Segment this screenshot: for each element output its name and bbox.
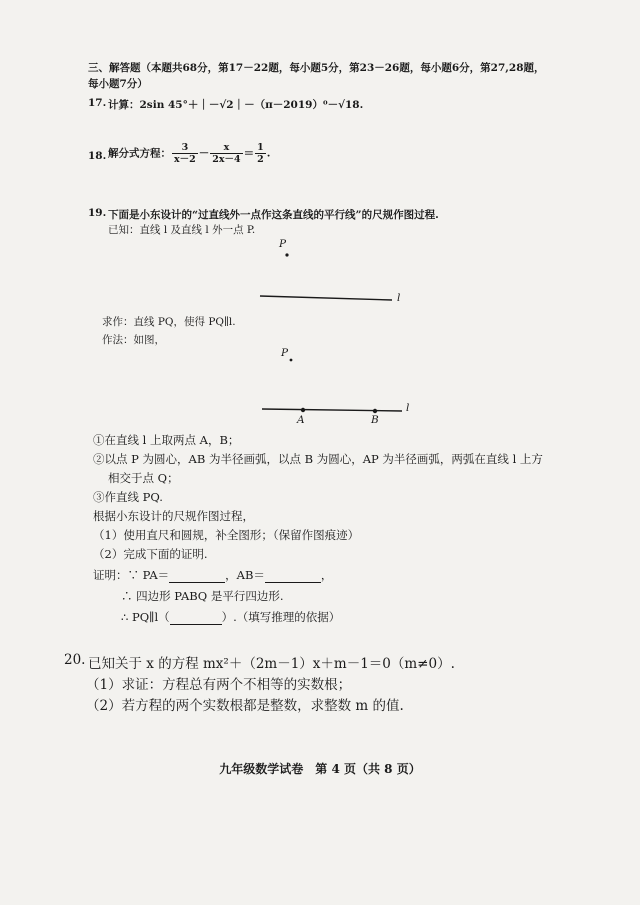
q19-according: 根据小东设计的尺规作图过程， xyxy=(93,509,254,523)
q20-part1: （1）求证：方程总有两个不相等的实数根； xyxy=(86,677,352,693)
proof1-pa: 证明：∵ PA＝ xyxy=(93,568,170,582)
q18-f2-den: 2x－4 xyxy=(212,154,241,165)
q18-f1-num: 3 xyxy=(172,142,198,154)
q19-step2: ②以点 P 为圆心，AB 为半径画弧，以点 B 为圆心，AP 为半径画弧，两弧在直线 l 上方 xyxy=(93,452,543,466)
label-b: B xyxy=(371,414,379,426)
proof3-start: ∴ PQ∥l（ xyxy=(121,610,170,624)
proof1-ab: ，AB＝ xyxy=(225,568,265,582)
q19-proof-line2: ∴ 四边形 PABQ 是平行四边形. xyxy=(121,589,284,603)
blank-ab[interactable] xyxy=(265,568,321,583)
q20-text: 已知关于 x 的方程 mx²＋（2m－1）x＋m－1＝0（m≠0）. xyxy=(88,656,455,672)
q18-f3-den: 2 xyxy=(257,154,264,165)
section-header: 三、解答题（本题共68分，第17－22题，每小题5分，第23－26题，每小题6分，第27,28题， xyxy=(88,62,545,74)
q18-equals: ＝ xyxy=(243,147,255,160)
label-l2: l xyxy=(406,402,410,414)
q19-proof-line3 xyxy=(121,609,340,625)
page-footer: 九年级数学试卷 第 4 页（共 8 页） xyxy=(219,762,421,776)
q19-find: 求作：直线 PQ，使得 PQ∥l. xyxy=(102,316,236,328)
q18-minus: － xyxy=(198,147,210,160)
q19-number: 19. xyxy=(88,207,107,219)
q19-step1: ①在直线 l 上取两点 A，B； xyxy=(93,433,240,447)
q17-text: 计算：2sin 45°＋｜－√2｜－（π－2019）⁰－√18. xyxy=(108,99,364,111)
q19-title: 下面是小东设计的“过直线外一点作这条直线的平行线”的尺规作图过程. xyxy=(108,209,439,221)
q19-proof-line1 xyxy=(93,567,332,583)
blank-pa[interactable] xyxy=(169,568,225,583)
label-p2: P xyxy=(281,347,289,359)
q18-period: . xyxy=(266,147,271,160)
point-a-dot xyxy=(301,408,305,412)
point-b-dot xyxy=(373,409,377,413)
section-header-cont: 每小题7分） xyxy=(88,78,148,90)
q20-number: 20. xyxy=(64,652,86,668)
q18-f2-num: x xyxy=(210,142,242,154)
q18-f1-den: x－2 xyxy=(174,154,196,165)
q18-f3-num: 1 xyxy=(257,142,264,153)
q19-part2: （2）完成下面的证明. xyxy=(93,547,208,561)
proof1-comma: ， xyxy=(320,568,333,582)
blank-reason[interactable] xyxy=(170,610,222,625)
proof3-end: ）.（填写推理的依据） xyxy=(221,610,341,624)
label-a: A xyxy=(297,414,305,426)
q19-step3: ③作直线 PQ. xyxy=(93,490,163,504)
q18-prefix: 解分式方程： xyxy=(108,147,171,160)
q20-part2: （2）若方程的两个实数根都是整数，求整数 m 的值. xyxy=(86,698,404,714)
q19-part1: （1）使用直尺和圆规，补全图形；（保留作图痕迹） xyxy=(93,528,360,542)
line-l2 xyxy=(262,409,402,411)
label-l: l xyxy=(397,292,401,304)
q18-number: 18. xyxy=(88,150,107,162)
q19-step2-cont: 相交于点 Q； xyxy=(108,471,179,485)
q17-number: 17. xyxy=(88,97,107,109)
q19-given: 已知：直线 l 及直线 l 外一点 P. xyxy=(108,224,256,236)
point-p2-dot xyxy=(290,359,293,362)
label-p: P xyxy=(279,238,287,250)
q19-method: 作法：如图， xyxy=(102,334,165,346)
